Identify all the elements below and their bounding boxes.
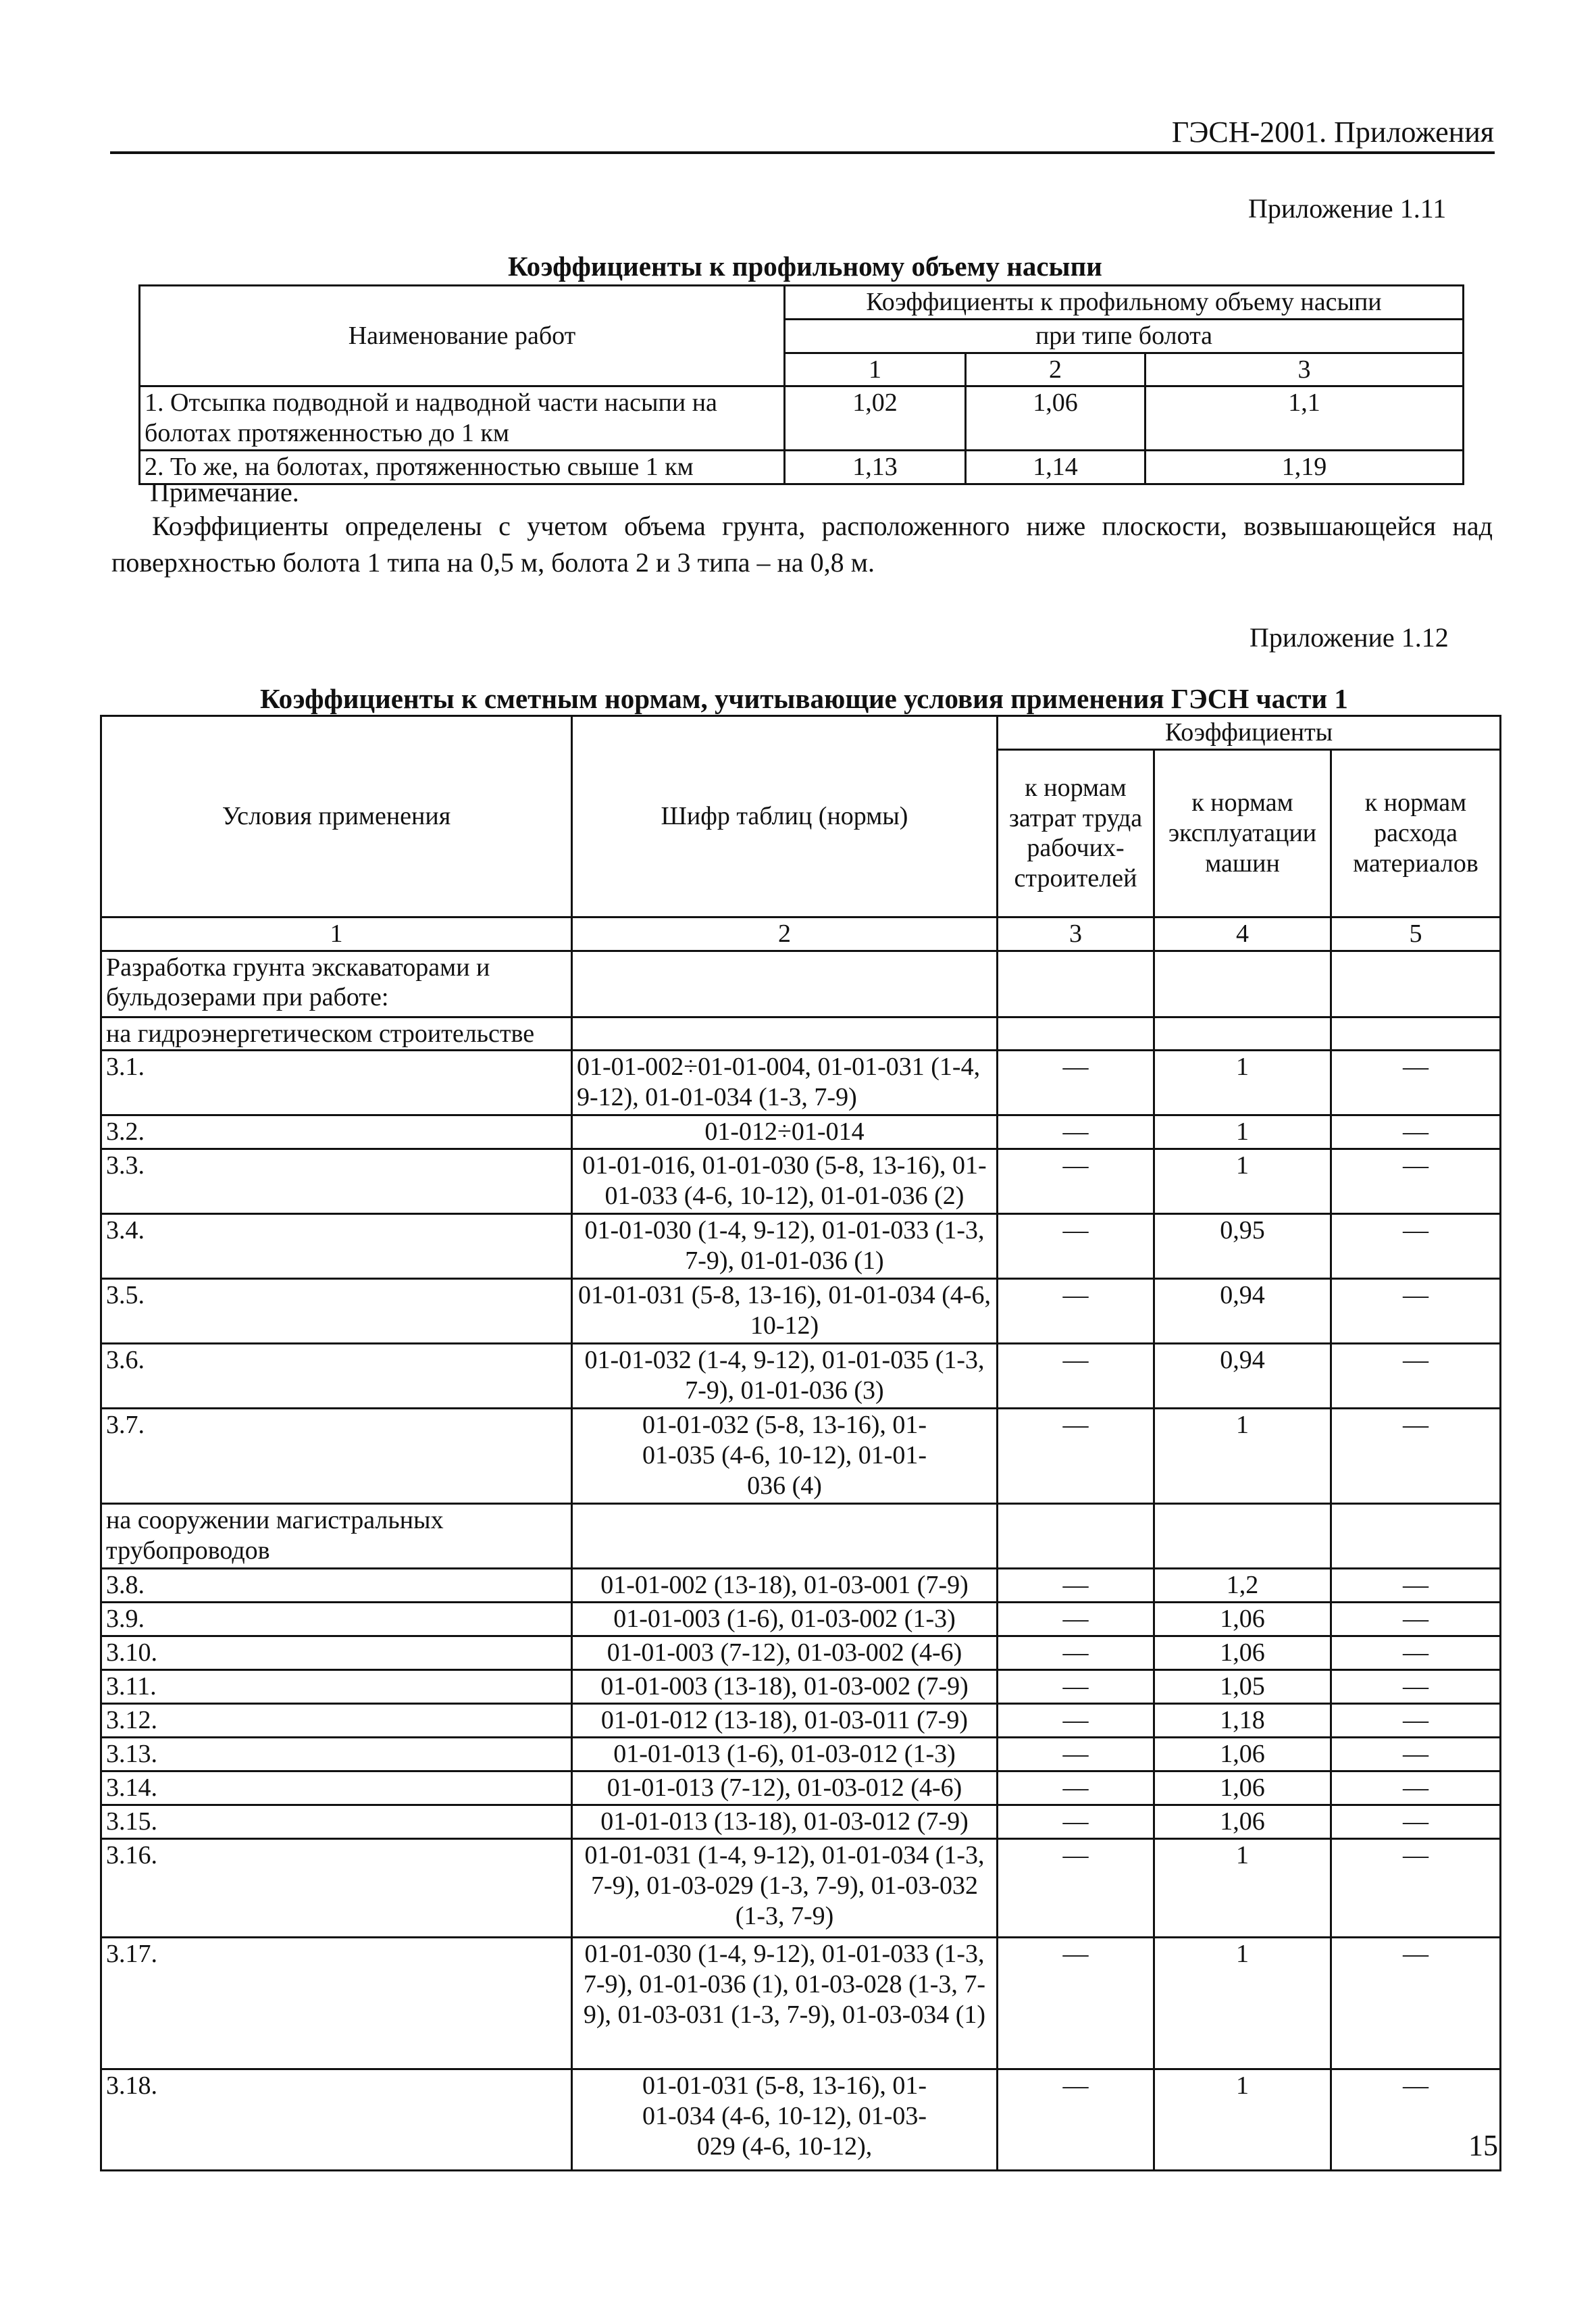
labor-coef: — bbox=[998, 1344, 1154, 1409]
subsection-heading: на сооружении магистральных трубопроводов bbox=[101, 1504, 572, 1569]
materials-coef: — bbox=[1331, 1214, 1501, 1279]
row-number: 3.6. bbox=[101, 1344, 572, 1409]
col-num-2: 2 bbox=[572, 917, 998, 951]
table-row bbox=[101, 1839, 1501, 1938]
row-code: 01-01-031 (1-4, 9-12), 01-01-034 (1-3, 7-9), 01-03-029 (1-3, 7-9), 01-03-032 (1-3, 7-9) bbox=[572, 1839, 998, 1938]
col-num-4: 4 bbox=[1154, 917, 1331, 951]
materials-coef: — bbox=[1331, 1279, 1501, 1344]
table-row bbox=[101, 1279, 1501, 1344]
running-header: ГЭСН-2001. Приложения bbox=[1171, 116, 1494, 149]
machines-coef: 1,06 bbox=[1154, 1636, 1331, 1670]
note-label: Примечание. bbox=[150, 477, 299, 507]
labor-coef: — bbox=[998, 1839, 1154, 1938]
row-number: 3.11. bbox=[101, 1670, 572, 1704]
table-row bbox=[101, 1569, 1501, 1603]
appendix-1-12-caption: Коэффициенты к сметным нормам, учитывающие условия применения ГЭСН части 1 bbox=[260, 683, 1348, 714]
materials-coef: — bbox=[1331, 1938, 1501, 2069]
labor-coef: — bbox=[998, 1704, 1154, 1738]
materials-coef: — bbox=[1331, 1771, 1501, 1805]
table-row bbox=[101, 1704, 1501, 1738]
machines-coef: 1 bbox=[1154, 1149, 1331, 1214]
table-row bbox=[101, 1805, 1501, 1839]
row-number: 3.18. bbox=[101, 2069, 572, 2171]
note-text: Коэффициенты определены с учетом объема грунта, расположенного ниже плоскости, возвышающейся над поверхностью болота 1 типа на 0,5 м, болота 2 и 3 типа – на 0,8 м. bbox=[111, 511, 1493, 578]
norm-coefficients-table bbox=[100, 715, 1501, 2171]
row-number: 3.4. bbox=[101, 1214, 572, 1279]
header-coef-group: Коэффициенты к профильному объему насыпи bbox=[785, 286, 1464, 320]
table-row bbox=[101, 1938, 1501, 2069]
subsection-heading: на гидроэнергетическом строительстве bbox=[101, 1017, 572, 1051]
materials-coef: — bbox=[1331, 1149, 1501, 1214]
row-number: 3.5. bbox=[101, 1279, 572, 1344]
table-row bbox=[101, 1214, 1501, 1279]
table-row bbox=[140, 386, 1464, 451]
table-row bbox=[101, 1149, 1501, 1214]
labor-coef: — bbox=[998, 1636, 1154, 1670]
row-code: 01-01-003 (13-18), 01-03-002 (7-9) bbox=[572, 1670, 998, 1704]
type-num-1: 1 bbox=[785, 353, 966, 386]
header-labor: к нормам затрат труда рабочих-строителей bbox=[998, 749, 1154, 917]
row-code: 01-01-030 (1-4, 9-12), 01-01-033 (1-3, 7-9), 01-01-036 (1), 01-03-028 (1-3, 7-9), 01-03-031 (1-3, 7-9), 01-03-034 (1) bbox=[572, 1938, 998, 2069]
labor-coef: — bbox=[998, 2069, 1154, 2171]
row-code: 01-01-003 (7-12), 01-03-002 (4-6) bbox=[572, 1636, 998, 1670]
materials-coef: — bbox=[1331, 1051, 1501, 1115]
row-number: 3.12. bbox=[101, 1704, 572, 1738]
table-row bbox=[101, 2069, 1501, 2171]
materials-coef: — bbox=[1331, 1636, 1501, 1670]
table-row bbox=[101, 1115, 1501, 1149]
row-number: 3.3. bbox=[101, 1149, 572, 1214]
machines-coef: 1 bbox=[1154, 1409, 1331, 1504]
materials-coef: — bbox=[1331, 1805, 1501, 1839]
row-code: 01-01-031 (5-8, 13-16), 01-01-034 (4-6, 10-12) bbox=[572, 1279, 998, 1344]
machines-coef: 1 bbox=[1154, 1051, 1331, 1115]
materials-coef: — bbox=[1331, 2069, 1501, 2171]
labor-coef: — bbox=[998, 1670, 1154, 1704]
machines-coef: 0,94 bbox=[1154, 1279, 1331, 1344]
appendix-1-12-label: Приложение 1.12 bbox=[1250, 622, 1449, 653]
machines-coef: 1,2 bbox=[1154, 1569, 1331, 1603]
labor-coef: — bbox=[998, 1051, 1154, 1115]
machines-coef: 1,05 bbox=[1154, 1670, 1331, 1704]
coef-value: 1,06 bbox=[966, 386, 1145, 451]
row-code: 01-01-012 (13-18), 01-03-011 (7-9) bbox=[572, 1704, 998, 1738]
work-name: 2. То же, на болотах, протяженностью свыше 1 км bbox=[140, 451, 785, 484]
table-row bbox=[101, 1051, 1501, 1115]
row-number: 3.16. bbox=[101, 1839, 572, 1938]
labor-coef: — bbox=[998, 1738, 1154, 1771]
machines-coef: 1 bbox=[1154, 1115, 1331, 1149]
col-num-5: 5 bbox=[1331, 917, 1501, 951]
labor-coef: — bbox=[998, 1279, 1154, 1344]
table-row bbox=[140, 451, 1464, 484]
table-row bbox=[101, 1603, 1501, 1636]
header-machines: к нормам эксплуатации машин bbox=[1154, 749, 1331, 917]
type-num-3: 3 bbox=[1145, 353, 1464, 386]
materials-coef: — bbox=[1331, 1603, 1501, 1636]
materials-coef: — bbox=[1331, 1738, 1501, 1771]
machines-coef: 0,95 bbox=[1154, 1214, 1331, 1279]
coef-value: 1,14 bbox=[966, 451, 1145, 484]
machines-coef: 1,06 bbox=[1154, 1738, 1331, 1771]
machines-coef: 1,06 bbox=[1154, 1603, 1331, 1636]
materials-coef: — bbox=[1331, 1569, 1501, 1603]
row-code: 01-01-013 (1-6), 01-03-012 (1-3) bbox=[572, 1738, 998, 1771]
materials-coef: — bbox=[1331, 1115, 1501, 1149]
header-divider bbox=[110, 151, 1495, 154]
labor-coef: — bbox=[998, 1115, 1154, 1149]
appendix-1-11-caption: Коэффициенты к профильному объему насыпи bbox=[508, 251, 1102, 282]
header-work-name: Наименование работ bbox=[140, 286, 785, 386]
work-name: 1. Отсыпка подводной и надводной части насыпи на болотах протяженностью до 1 км bbox=[140, 386, 785, 451]
row-number: 3.8. bbox=[101, 1569, 572, 1603]
materials-coef: — bbox=[1331, 1409, 1501, 1504]
row-code: 01-01-013 (7-12), 01-03-012 (4-6) bbox=[572, 1771, 998, 1805]
machines-coef: 1,06 bbox=[1154, 1805, 1331, 1839]
row-number: 3.9. bbox=[101, 1603, 572, 1636]
machines-coef: 1,18 bbox=[1154, 1704, 1331, 1738]
machines-coef: 0,94 bbox=[1154, 1344, 1331, 1409]
labor-coef: — bbox=[998, 1214, 1154, 1279]
table-row bbox=[101, 1738, 1501, 1771]
col-num-3: 3 bbox=[998, 917, 1154, 951]
table-row bbox=[101, 1670, 1501, 1704]
labor-coef: — bbox=[998, 1805, 1154, 1839]
coef-value: 1,02 bbox=[785, 386, 966, 451]
labor-coef: — bbox=[998, 1149, 1154, 1214]
coef-value: 1,19 bbox=[1145, 451, 1464, 484]
header-bog-type: при типе болота bbox=[785, 319, 1464, 353]
header-conditions: Условия применения bbox=[101, 716, 572, 917]
labor-coef: — bbox=[998, 1938, 1154, 2069]
row-code: 01-012÷01-014 bbox=[572, 1115, 998, 1149]
table-row bbox=[101, 1409, 1501, 1504]
machines-coef: 1 bbox=[1154, 1839, 1331, 1938]
table-row bbox=[101, 1344, 1501, 1409]
machines-coef: 1,06 bbox=[1154, 1771, 1331, 1805]
machines-coef: 1 bbox=[1154, 1938, 1331, 2069]
materials-coef: — bbox=[1331, 1670, 1501, 1704]
page-number: 15 bbox=[1468, 2129, 1498, 2162]
row-code: 01-01-031 (5-8, 13-16), 01-01-034 (4-6, 10-12), 01-03-029 (4-6, 10-12), bbox=[572, 2069, 998, 2171]
materials-coef: — bbox=[1331, 1704, 1501, 1738]
header-coefficients: Коэффициенты bbox=[998, 716, 1501, 750]
row-number: 3.13. bbox=[101, 1738, 572, 1771]
row-code: 01-01-002 (13-18), 01-03-001 (7-9) bbox=[572, 1569, 998, 1603]
row-code: 01-01-030 (1-4, 9-12), 01-01-033 (1-3, 7-9), 01-01-036 (1) bbox=[572, 1214, 998, 1279]
materials-coef: — bbox=[1331, 1839, 1501, 1938]
row-number: 3.10. bbox=[101, 1636, 572, 1670]
row-number: 3.2. bbox=[101, 1115, 572, 1149]
row-number: 3.1. bbox=[101, 1051, 572, 1115]
row-number: 3.7. bbox=[101, 1409, 572, 1504]
row-code: 01-01-032 (1-4, 9-12), 01-01-035 (1-3, 7-9), 01-01-036 (3) bbox=[572, 1344, 998, 1409]
row-code: 01-01-016, 01-01-030 (5-8, 13-16), 01-01-033 (4-6, 10-12), 01-01-036 (2) bbox=[572, 1149, 998, 1214]
row-code: 01-01-003 (1-6), 01-03-002 (1-3) bbox=[572, 1603, 998, 1636]
header-materials: к нормам расхода материалов bbox=[1331, 749, 1501, 917]
type-num-2: 2 bbox=[966, 353, 1145, 386]
row-number: 3.14. bbox=[101, 1771, 572, 1805]
appendix-1-11-label: Приложение 1.11 bbox=[1248, 193, 1447, 224]
header-cipher: Шифр таблиц (нормы) bbox=[572, 716, 998, 917]
embankment-coefficients-table bbox=[138, 284, 1464, 485]
coef-value: 1,1 bbox=[1145, 386, 1464, 451]
table-row bbox=[101, 1636, 1501, 1670]
materials-coef: — bbox=[1331, 1344, 1501, 1409]
machines-coef: 1 bbox=[1154, 2069, 1331, 2171]
labor-coef: — bbox=[998, 1569, 1154, 1603]
row-code: 01-01-013 (13-18), 01-03-012 (7-9) bbox=[572, 1805, 998, 1839]
row-code: 01-01-032 (5-8, 13-16), 01-01-035 (4-6, 10-12), 01-01-036 (4) bbox=[572, 1409, 998, 1504]
row-code: 01-01-002÷01-01-004, 01-01-031 (1-4, 9-12), 01-01-034 (1-3, 7-9) bbox=[572, 1051, 998, 1115]
row-number: 3.17. bbox=[101, 1938, 572, 2069]
labor-coef: — bbox=[998, 1771, 1154, 1805]
col-num-1: 1 bbox=[101, 917, 572, 951]
coef-value: 1,13 bbox=[785, 451, 966, 484]
row-number: 3.15. bbox=[101, 1805, 572, 1839]
table-row bbox=[101, 1771, 1501, 1805]
labor-coef: — bbox=[998, 1409, 1154, 1504]
section-heading: Разработка грунта экскаваторами и бульдозерами при работе: bbox=[101, 951, 572, 1017]
labor-coef: — bbox=[998, 1603, 1154, 1636]
